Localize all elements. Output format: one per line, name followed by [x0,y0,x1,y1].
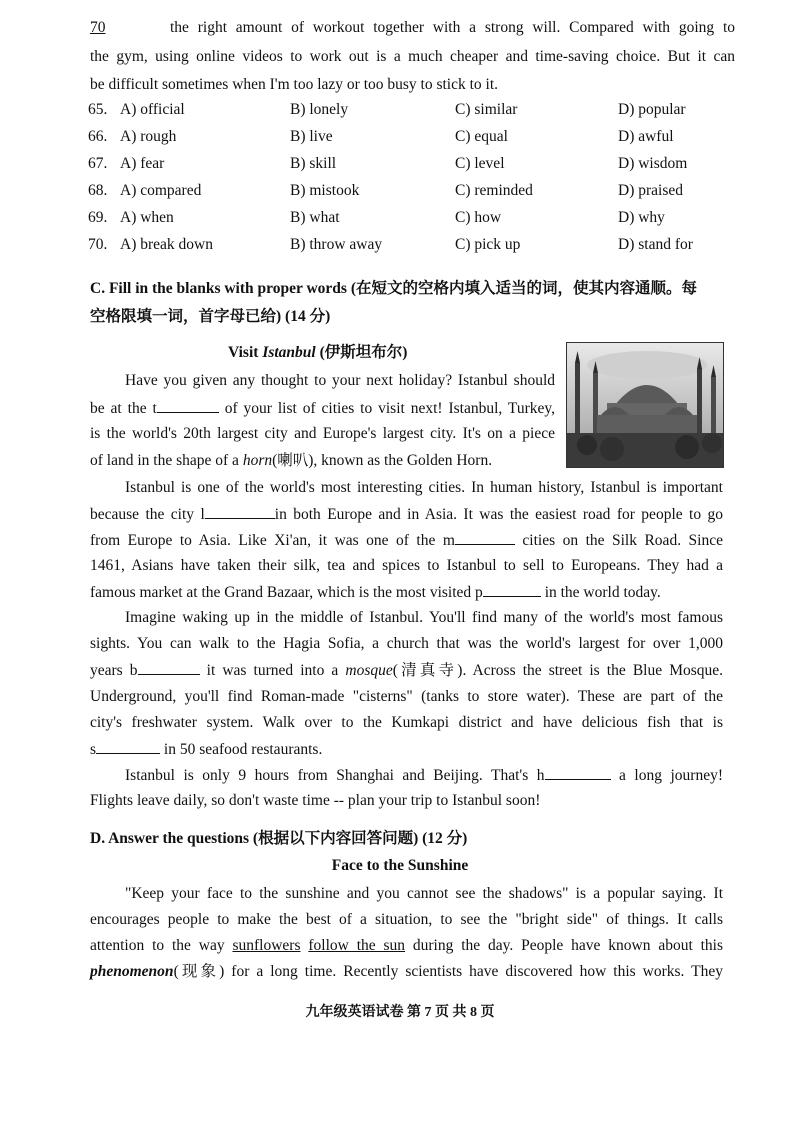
option-c[interactable]: C) pick up [455,236,521,253]
option-c[interactable]: C) similar [455,101,518,118]
p1-line-4 [90,451,520,471]
d-text-b: during the day. People have known about this [405,937,724,954]
blank-t[interactable] [157,398,219,413]
p3-text-c: (清真寺). Across the street is the Blue Mosque. [392,662,724,679]
p1-text-d: (喇叭), known as the Golden Horn. [272,452,493,469]
d-line-4 [90,962,723,982]
option-c[interactable]: C) equal [455,128,508,145]
p1-line-2 [90,398,555,419]
p3-text-a: years b [90,662,138,679]
p3-line-3 [90,660,723,681]
p2-line-5 [90,582,723,603]
p1-horn: horn [242,452,273,469]
p2-line-1: Istanbul is one of the world's most interesting cities. In human history, Istanbul is important [125,479,723,496]
p3-text-e: in 50 seafood restaurants. [160,741,323,758]
p4-line-1 [125,765,723,786]
option-a[interactable]: A) break down [120,236,213,253]
article-title-chinese: (伊斯坦布尔) [315,344,408,361]
option-b[interactable]: B) lonely [290,101,349,118]
intro-line-3: be difficult sometimes when I'm too lazy or too busy to stick to it. [90,76,499,93]
option-a[interactable]: A) fear [120,155,165,172]
page-footer: 九年级英语试卷 第 7 页 共 8 页 [305,1005,495,1020]
option-a[interactable]: A) official [120,101,185,118]
p4-text-b: a long journey! [610,767,723,784]
option-row [90,236,750,258]
blank-h[interactable] [545,765,611,780]
option-a[interactable]: A) compared [120,182,202,199]
question-number: 66. [88,128,108,145]
option-c[interactable]: C) level [455,155,505,172]
d-line-1: "Keep your face to the sunshine and you cannot see the shadows" is a popular saying. It [125,885,723,902]
p2-text-e: famous market at the Grand Bazaar, which is the most visited p [90,584,483,601]
p2-line-4: 1461, Asians have taken their silk, tea and spices to Istanbul to sell to Europeans. They had a [90,557,723,574]
p2-text-b: in both Europe and in Asia. It was the easiest road for people to go [274,506,723,523]
section-d-heading: D. Answer the questions (根据以下内容回答问题) (12 分) [90,830,468,847]
blank-m[interactable] [455,530,515,545]
question-number: 65. [88,101,108,118]
p3-text-d: s [90,741,97,758]
blank-s[interactable] [96,739,160,754]
p3-line-1: Imagine waking up in the middle of Istanbul. You'll find many of the world's most famous [125,609,723,626]
intro-line-2: the gym, using online videos to work out is a much cheaper and time-saving choice. But it can [90,48,735,65]
d-text-a: attention to the way [90,937,233,954]
option-d[interactable]: D) popular [618,101,686,118]
p2-line-3 [90,530,723,551]
question-number: 67. [88,155,108,172]
option-row [90,209,750,231]
p3-text-b: it was turned into a [199,662,346,679]
p2-text-a: because the city l [90,506,205,523]
article-title [228,343,528,363]
p1-line-1: Have you given any thought to your next holiday? Istanbul should [125,372,555,389]
p3-line-6 [90,739,723,760]
option-a[interactable]: A) when [120,209,174,226]
p3-line-4: Underground, you'll find Roman-made "cisterns" (tanks to store water). These are part of the [90,688,723,705]
p1-line-3: is the world's 20th largest city and Europe's largest city. It's on a piece [90,425,555,442]
option-b[interactable]: B) mistook [290,182,360,199]
option-d[interactable]: D) why [618,209,665,226]
option-row [90,155,750,177]
option-d[interactable]: D) awful [618,128,674,145]
p2-text-f: in the world today. [540,584,661,601]
article-title-prefix: Visit [228,344,263,361]
hagia-sophia-photo [566,342,724,468]
p2-text-c: from Europe to Asia. Like Xi'an, it was one of the m [90,532,455,549]
option-row [90,128,750,150]
option-a[interactable]: A) rough [120,128,177,145]
option-d[interactable]: D) stand for [618,236,693,253]
p2-line-2 [90,504,723,525]
blank-l[interactable] [205,504,275,519]
d-phenomenon: phenomenon [90,963,174,980]
p1-text-b: of your list of cities to visit next! Istanbul, Turkey, [218,400,555,417]
d-text-c: (现象) for a long time. Recently scientists have discovered how this works. They [173,963,723,980]
d-sunflowers: sunflowers [232,937,301,954]
d-line-3 [90,936,723,956]
p1-text-a: be at the t [90,400,157,417]
option-d[interactable]: D) wisdom [618,155,688,172]
p3-mosque: mosque [345,662,393,679]
option-b[interactable]: B) skill [290,155,337,172]
section-c-heading-1: C. Fill in the blanks with proper words (在短文的空格内填入适当的词，使其内容通顺。每 [90,280,697,297]
p1-text-c: of land in the shape of a [90,452,243,469]
d-follow-the-sun: follow the sun [308,937,406,954]
p4-line-2: Flights leave daily, so don't waste time -- plan your trip to Istanbul soon! [90,792,541,809]
p4-text-a: Istanbul is only 9 hours from Shanghai and Beijing. That's h [125,767,545,784]
p3-line-2: sights. You can walk to the Hagia Sofia, a church that was the world's largest for over 1,000 [90,635,723,652]
article-title-city: Istanbul [262,344,316,361]
question-number: 70. [88,236,108,253]
d-line-2: encourages people to make the best of a situation, to see the "bright side" of things. It calls [90,911,723,928]
blank-b[interactable] [138,660,200,675]
option-row [90,182,750,204]
p3-line-5: city's freshwater system. Walk over to the Kumkapi district and have delicious fish that is [90,714,723,731]
passage-d-title: Face to the Sunshine [331,857,469,874]
blank-70: 70 [90,19,106,36]
option-b[interactable]: B) throw away [290,236,383,253]
blank-p[interactable] [483,582,541,597]
intro-text-1: the right amount of workout together with a strong will. Compared with going to [170,19,735,36]
option-c[interactable]: C) how [455,209,502,226]
option-row [90,101,750,123]
p2-text-d: cities on the Silk Road. Since [514,532,723,549]
option-d[interactable]: D) praised [618,182,683,199]
intro-line-1 [90,18,735,38]
option-b[interactable]: B) live [290,128,333,145]
question-number: 69. [88,209,108,226]
section-c-heading-2: 空格限填一词，首字母已给) (14 分) [90,308,331,325]
question-number: 68. [88,182,108,199]
option-b[interactable]: B) what [290,209,340,226]
option-c[interactable]: C) reminded [455,182,533,199]
